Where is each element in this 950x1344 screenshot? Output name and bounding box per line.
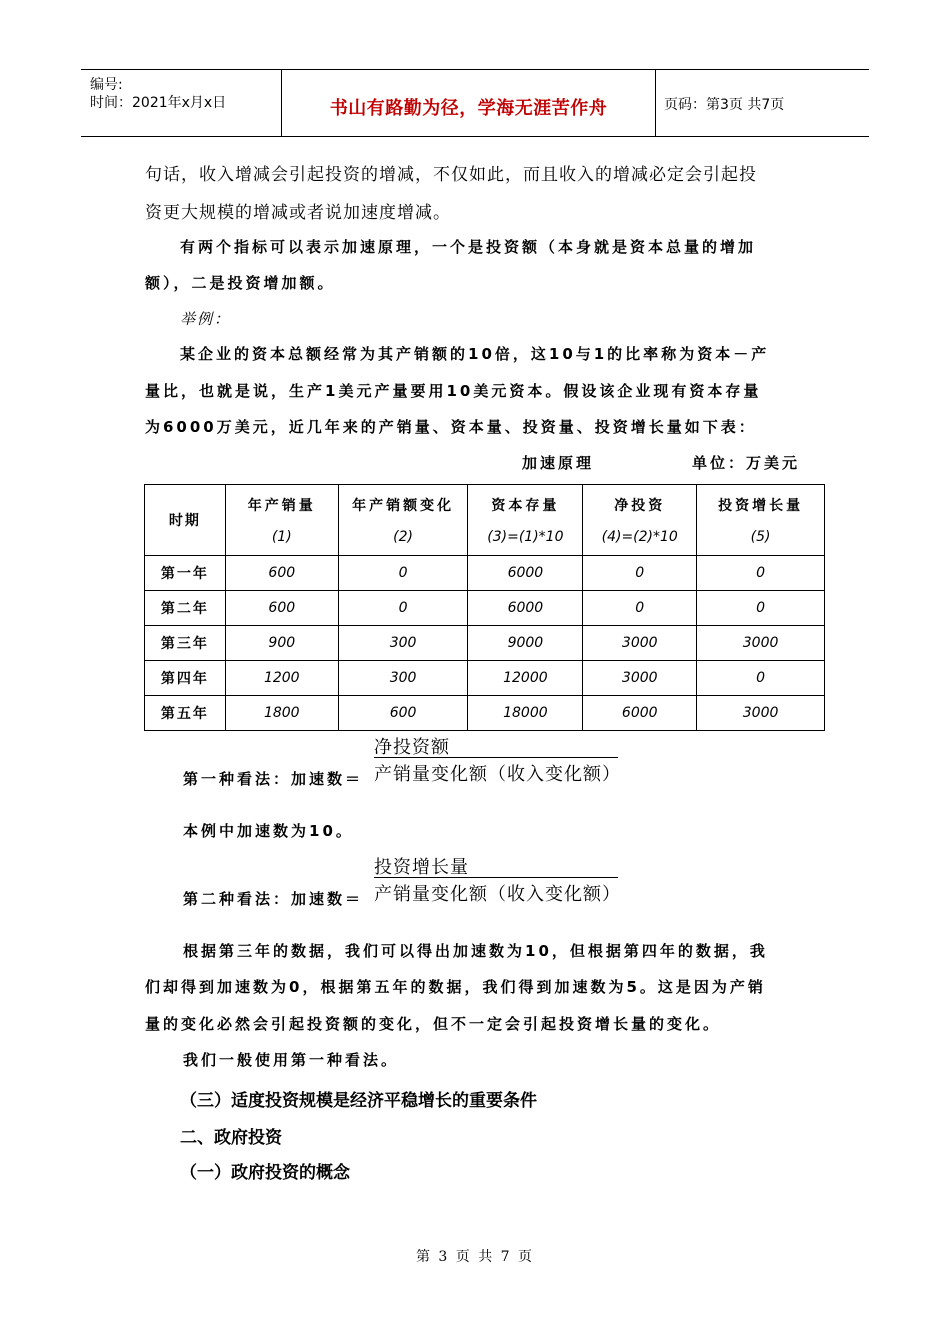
fraction-bar [374,757,618,758]
table-cell: 9000 [468,626,583,661]
table-header-row [145,485,825,556]
table-caption: 加速原理 [522,454,595,472]
table-cell: 600 [225,591,338,626]
time-label: 时间：2021年x月x日 [90,95,227,111]
paragraph-line: 量比，也就是说，生产1美元产量要用10美元资本。假设该企业现有资本存量 [145,382,762,400]
column-header: 投资增长量 (5) [697,485,825,556]
formula1-label: 第一种看法：加速数＝ [183,770,364,788]
formula2-label: 第二种看法：加速数＝ [183,890,364,908]
paragraph-line: 句话，收入增减会引起投资的增减，不仅如此，而且收入的增减必定会引起投 [145,165,757,185]
table-cell: 6000 [468,556,583,591]
table-cell: 6000 [583,696,697,731]
page-label: 页码：第3页 共7页 [664,97,785,113]
table-cell: 0 [697,591,825,626]
paragraph-line: 为6000万美元，近几年来的产销量、资本量、投资量、投资增长量如下表： [145,418,757,436]
paragraph-line: 额），二是投资增加额。 [145,274,336,292]
paragraph-line: 我们一般使用第一种看法。 [183,1051,400,1069]
table-cell: 300 [338,626,468,661]
number-label: 编号: [90,77,123,93]
formula2-numerator: 投资增长量 [374,857,469,878]
page-header [81,69,869,137]
table-cell: 1200 [225,661,338,696]
table-row [145,626,825,661]
fraction-bar [374,877,618,878]
paragraph-line: 某企业的资本总额经常为其产销额的10倍，这10与1的比率称为资本－产 [180,345,770,363]
table-cell: 6000 [468,591,583,626]
table-cell: 300 [338,661,468,696]
column-header: 资本存量 (3)=(1)*10 [468,485,583,556]
column-header: 年产销额变化 (2) [338,485,468,556]
paragraph-line: 量的变化必然会引起投资额的变化，但不一定会引起投资增长量的变化。 [145,1015,722,1033]
paragraph-line: 根据第三年的数据，我们可以得出加速数为10，但根据第四年的数据，我 [183,942,768,960]
example-label: 举例： [180,310,232,328]
row-header: 第三年 [145,626,226,661]
table-cell: 3000 [583,626,697,661]
table-row [145,591,825,626]
paragraph-line: 们却得到加速数为0，根据第五年的数据，我们得到加速数为5。这是因为产销 [145,978,766,996]
table-cell: 600 [225,556,338,591]
table-cell: 0 [583,591,697,626]
table-row [145,696,825,731]
row-header: 第五年 [145,696,226,731]
table-cell: 0 [583,556,697,591]
accelerator-table [144,484,825,731]
motto: 书山有路勤为径，学海无涯苦作舟 [329,98,608,119]
formula2-denominator: 产销量变化额（收入变化额） [374,884,621,905]
table-cell: 900 [225,626,338,661]
formula1-numerator: 净投资额 [374,737,450,758]
column-header: 年产销量 (1) [225,485,338,556]
table-cell: 0 [338,591,468,626]
header-motto-cell [282,70,656,136]
table-cell: 0 [697,661,825,696]
row-header: 第二年 [145,591,226,626]
table-cell: 3000 [697,626,825,661]
header-meta [81,70,282,136]
table-cell: 12000 [468,661,583,696]
table-cell: 3000 [583,661,697,696]
table-row [145,556,825,591]
section-heading: （一）政府投资的概念 [180,1163,350,1183]
row-header: 第一年 [145,556,226,591]
paragraph-line: 资更大规模的增减或者说加速度增减。 [145,203,451,223]
section-heading: （三）适度投资规模是经济平稳增长的重要条件 [180,1091,537,1111]
section-heading: 二、政府投资 [180,1128,282,1148]
table-cell: 3000 [697,696,825,731]
table-cell: 18000 [468,696,583,731]
column-header: 净投资 (4)=(2)*10 [583,485,697,556]
paragraph-line: 有两个指标可以表示加速原理，一个是投资额（本身就是资本总量的增加 [180,238,757,256]
table-unit: 单位：万美元 [692,454,801,472]
formula1-denominator: 产销量变化额（收入变化额） [374,764,621,785]
table-row [145,661,825,696]
page-footer: 第 3 页 共 7 页 [415,1249,535,1265]
note-line: 本例中加速数为10。 [183,822,354,840]
table-cell: 0 [697,556,825,591]
table-cell: 1800 [225,696,338,731]
row-header: 第四年 [145,661,226,696]
table-cell: 600 [338,696,468,731]
table-cell: 0 [338,556,468,591]
table-corner: 时期 [145,485,226,556]
